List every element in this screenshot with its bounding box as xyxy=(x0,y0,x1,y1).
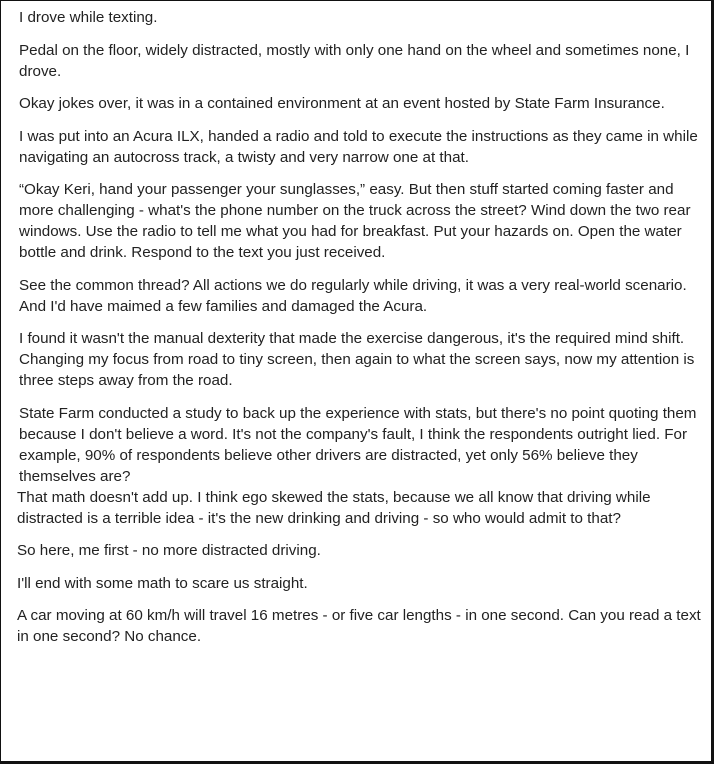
paragraph: Okay jokes over, it was in a contained environment at an event hosted by State Farm Insurance. xyxy=(19,95,665,112)
paragraph: See the common thread? All actions we do regularly while driving, it was a very real-world scenario. And I'd have maimed a few families and damaged the Acura. xyxy=(19,276,687,315)
paragraph: A car moving at 60 km/h will travel 16 metres - or five car lengths - in one second. Can you read a text in one second? No chance. xyxy=(17,607,701,645)
paragraph: So here, me first - no more distracted driving. xyxy=(17,542,321,559)
paragraph: I'll end with some math to scare us straight. xyxy=(17,574,308,592)
paragraph: I drove while texting. xyxy=(19,9,158,26)
paragraph: “Okay Keri, hand your passenger your sunglasses,” easy. But then stuff started coming faster and more challenging - what's the phone number on the truck across the street? Wind down the two rear windows. Use the radio to tell me what you had for breakfast. Put your hazards on. Open the water bottle and drink. Respond to the text you just received. xyxy=(19,181,691,261)
paragraph: State Farm conducted a study to back up the experience with stats, but there's no point quoting them because I don't believe a word. It's not the company's fault, I think the respondents outright lied. For example, 90% of respondents believe other drivers are distracted, yet only 56% believe they themselves are? xyxy=(19,404,697,485)
paragraph: Pedal on the floor, widely distracted, mostly with only one hand on the wheel and sometimes none, I drove. xyxy=(19,41,690,80)
article-body xyxy=(19,7,701,659)
paragraph: That math doesn't add up. I think ego skewed the stats, because we all know that driving while distracted is a terrible idea - it's the new drinking and driving - so who would admit to that? xyxy=(17,488,651,527)
paragraph: I found it wasn't the manual dexterity that made the exercise dangerous, it's the required mind shift. Changing my focus from road to tiny screen, then again to what the screen says, now my attention is three steps away from the road. xyxy=(19,330,695,389)
paragraph: I was put into an Acura ILX, handed a radio and told to execute the instructions as they came in while navigating an autocross track, a twisty and very narrow one at that. xyxy=(19,127,698,166)
